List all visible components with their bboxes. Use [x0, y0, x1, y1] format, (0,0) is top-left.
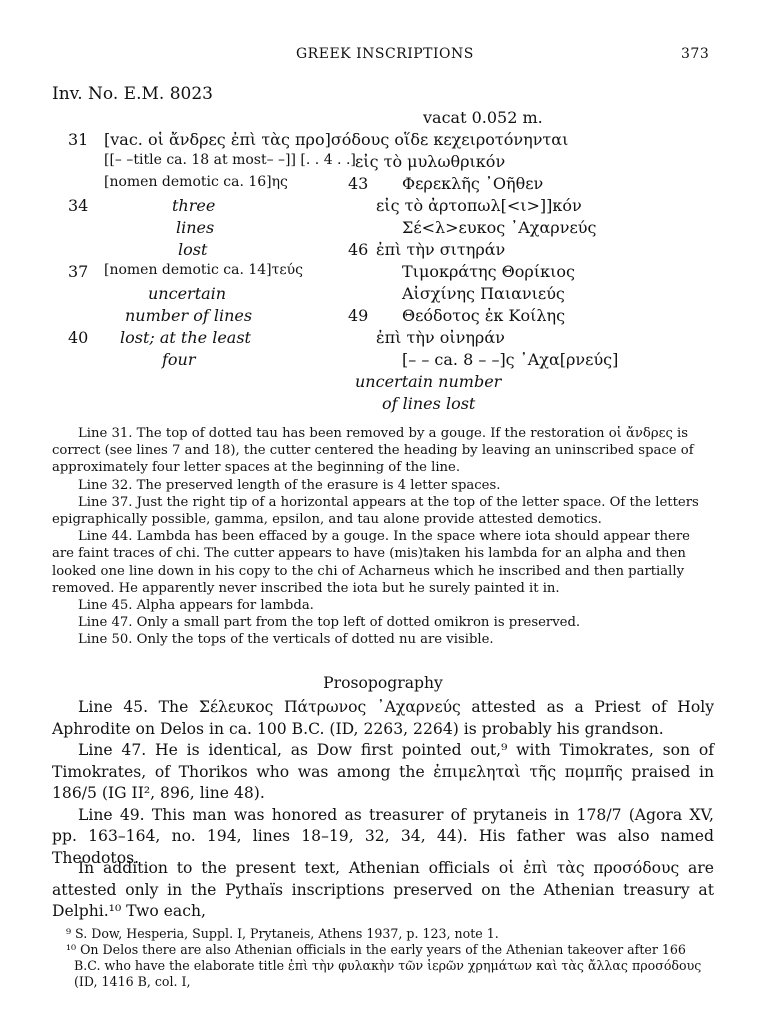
lacuna-note: four — [162, 350, 196, 369]
inscription-line-49: Θεόδοτος ἐκ Κοίλης — [402, 306, 566, 325]
lacuna-note: three — [172, 196, 216, 215]
note-paragraph: Line 45. Alpha appears for lambda. — [78, 598, 314, 614]
inscription-line-45: Σέ<λ>ευκος ᾿Αχαρνεύς — [402, 218, 597, 237]
lacuna-note: lost; at the least — [120, 328, 251, 347]
line-number: 46 — [348, 240, 369, 259]
inscription-line-44: εἰς τὸ ἀρτοπωλ[<ι>]]κόν — [376, 196, 582, 215]
line-number: 49 — [348, 306, 369, 325]
footnotes — [52, 926, 714, 990]
inscription-line-31: [vac. οἱ ἄνδρες ἐπὶ τὰς προ]σόδους οἵδε κεχειροτόνηνται — [104, 130, 569, 149]
inscription-line-32-right: εἰς τὸ μυλωθρικόν — [355, 152, 506, 171]
inscription-line-50: ἐπὶ τὴν οἰνηράν — [376, 328, 505, 347]
epigraphical-notes — [52, 425, 712, 649]
vacat-note: vacat 0.052 m. — [423, 108, 543, 127]
line-number: 40 — [68, 328, 89, 347]
body-text — [52, 858, 714, 923]
lacuna-note: number of lines — [125, 306, 253, 325]
line-number: 43 — [348, 174, 369, 193]
note-paragraph: Line 31. The top of dotted tau has been removed by a gouge. If the restoration οἱ ἄνδρες is correct (see lines 7 and 18), the cutter centered the heading by leaving an uninscribed space of approximately four letter spaces at the beginning of the line. — [52, 426, 694, 476]
inscription-line-48: Αἰσχίνης Παιανιεύς — [402, 284, 565, 303]
lacuna-note: of lines lost — [382, 394, 476, 413]
prosopography-paragraph: Line 45. The Σέλευκος Πάτρωνος ᾿Αχαρνεύς attested as a Priest of Holy Aphrodite on Delos in ca. 100 B.C. (ID, 2263, 2264) is probably his grandson. — [52, 698, 714, 738]
inscription-line-43: Φερεκλῆς ᾿Οῆθεν — [402, 174, 544, 193]
line-number: 31 — [68, 130, 89, 149]
inscription-line-33-left: [nomen demotic ca. 16]ης — [104, 174, 288, 190]
running-title: GREEK INSCRIPTIONS — [296, 46, 474, 62]
lacuna-note: uncertain — [148, 284, 227, 303]
line-number: 34 — [68, 196, 89, 215]
note-paragraph: Line 47. Only a small part from the top left of dotted omikron is preserved. — [78, 615, 581, 631]
note-paragraph: Line 50. Only the tops of the verticals of dotted nu are visible. — [78, 632, 494, 648]
prosopography-section — [52, 697, 714, 869]
inscription-line-46: ἐπὶ τὴν σιτηράν — [376, 240, 506, 259]
note-paragraph: Line 44. Lambda has been effaced by a gouge. In the space where iota should appear there are faint traces of chi. The cutter appears to have (mis)taken his lambda for an alpha and then looked one line down in his copy to the chi of Acharneus which he inscribed and then partially removed. He apparently never inscribed the iota but he surely painted it in. — [52, 529, 690, 596]
note-paragraph: Line 32. The preserved length of the erasure is 4 letter spaces. — [78, 477, 501, 493]
line-number: 37 — [68, 262, 89, 281]
lacuna-note: uncertain number — [355, 372, 502, 391]
footnote: ¹⁰ On Delos there are also Athenian officials in the early years of the Athenian takeover after 166 B.C. who have the elaborate title ἐπὶ τὴν φυλακὴν τῶν ἱερῶν χρημάτων καὶ τὰς ἄλλας προσόδους (ID, 1416 B, col. I, — [66, 942, 702, 989]
body-paragraph: In addition to the present text, Athenian officials οἱ ἐπὶ τὰς προσόδους are attested only in the Pythaïs inscriptions preserved on the Athenian treasury at Delphi.¹⁰ Two each, — [52, 859, 714, 920]
page-number: 373 — [681, 46, 710, 62]
inscription-line-51: [– – ca. 8 – –]ς ᾿Αχα[ρνεύς] — [402, 350, 619, 369]
lacuna-note: lines — [176, 218, 215, 237]
section-heading: Prosopography — [323, 674, 443, 692]
inscription-line-47: Τιμοκράτης Θορίκιος — [402, 262, 575, 281]
footnote: ⁹ S. Dow, Hesperia, Suppl. I, Prytaneis, Athens 1937, p. 123, note 1. — [66, 926, 499, 941]
prosopography-paragraph: Line 47. He is identical, as Dow first pointed out,⁹ with Timokrates, son of Timokrates, of Thorikos who was among the ἐπιμεληταὶ τῆς πομπῆς praised in 186/5 (IG II², 896, line 48). — [52, 741, 714, 802]
inventory-number: Inv. No. E.M. 8023 — [52, 84, 213, 104]
note-paragraph: Line 37. Just the right tip of a horizontal appears at the top of the letter space. Of the letters epigraphically possible, gamma, epsilon, and tau alone provide attested demotics. — [52, 494, 699, 528]
lacuna-note: lost — [178, 240, 208, 259]
prosopography-paragraph: Line 49. This man was honored as treasurer of prytaneis in 178/7 (Agora XV, pp. 163–164, no. 194, lines 18–19, 32, 34, 44). His father was also named Theodotos. — [52, 805, 714, 867]
inscription-line-37: [nomen demotic ca. 14]τεύς — [104, 262, 303, 278]
inscription-line-32-left: [[– –title ca. 18 at most– –]] [. . 4 . .] — [104, 152, 356, 168]
